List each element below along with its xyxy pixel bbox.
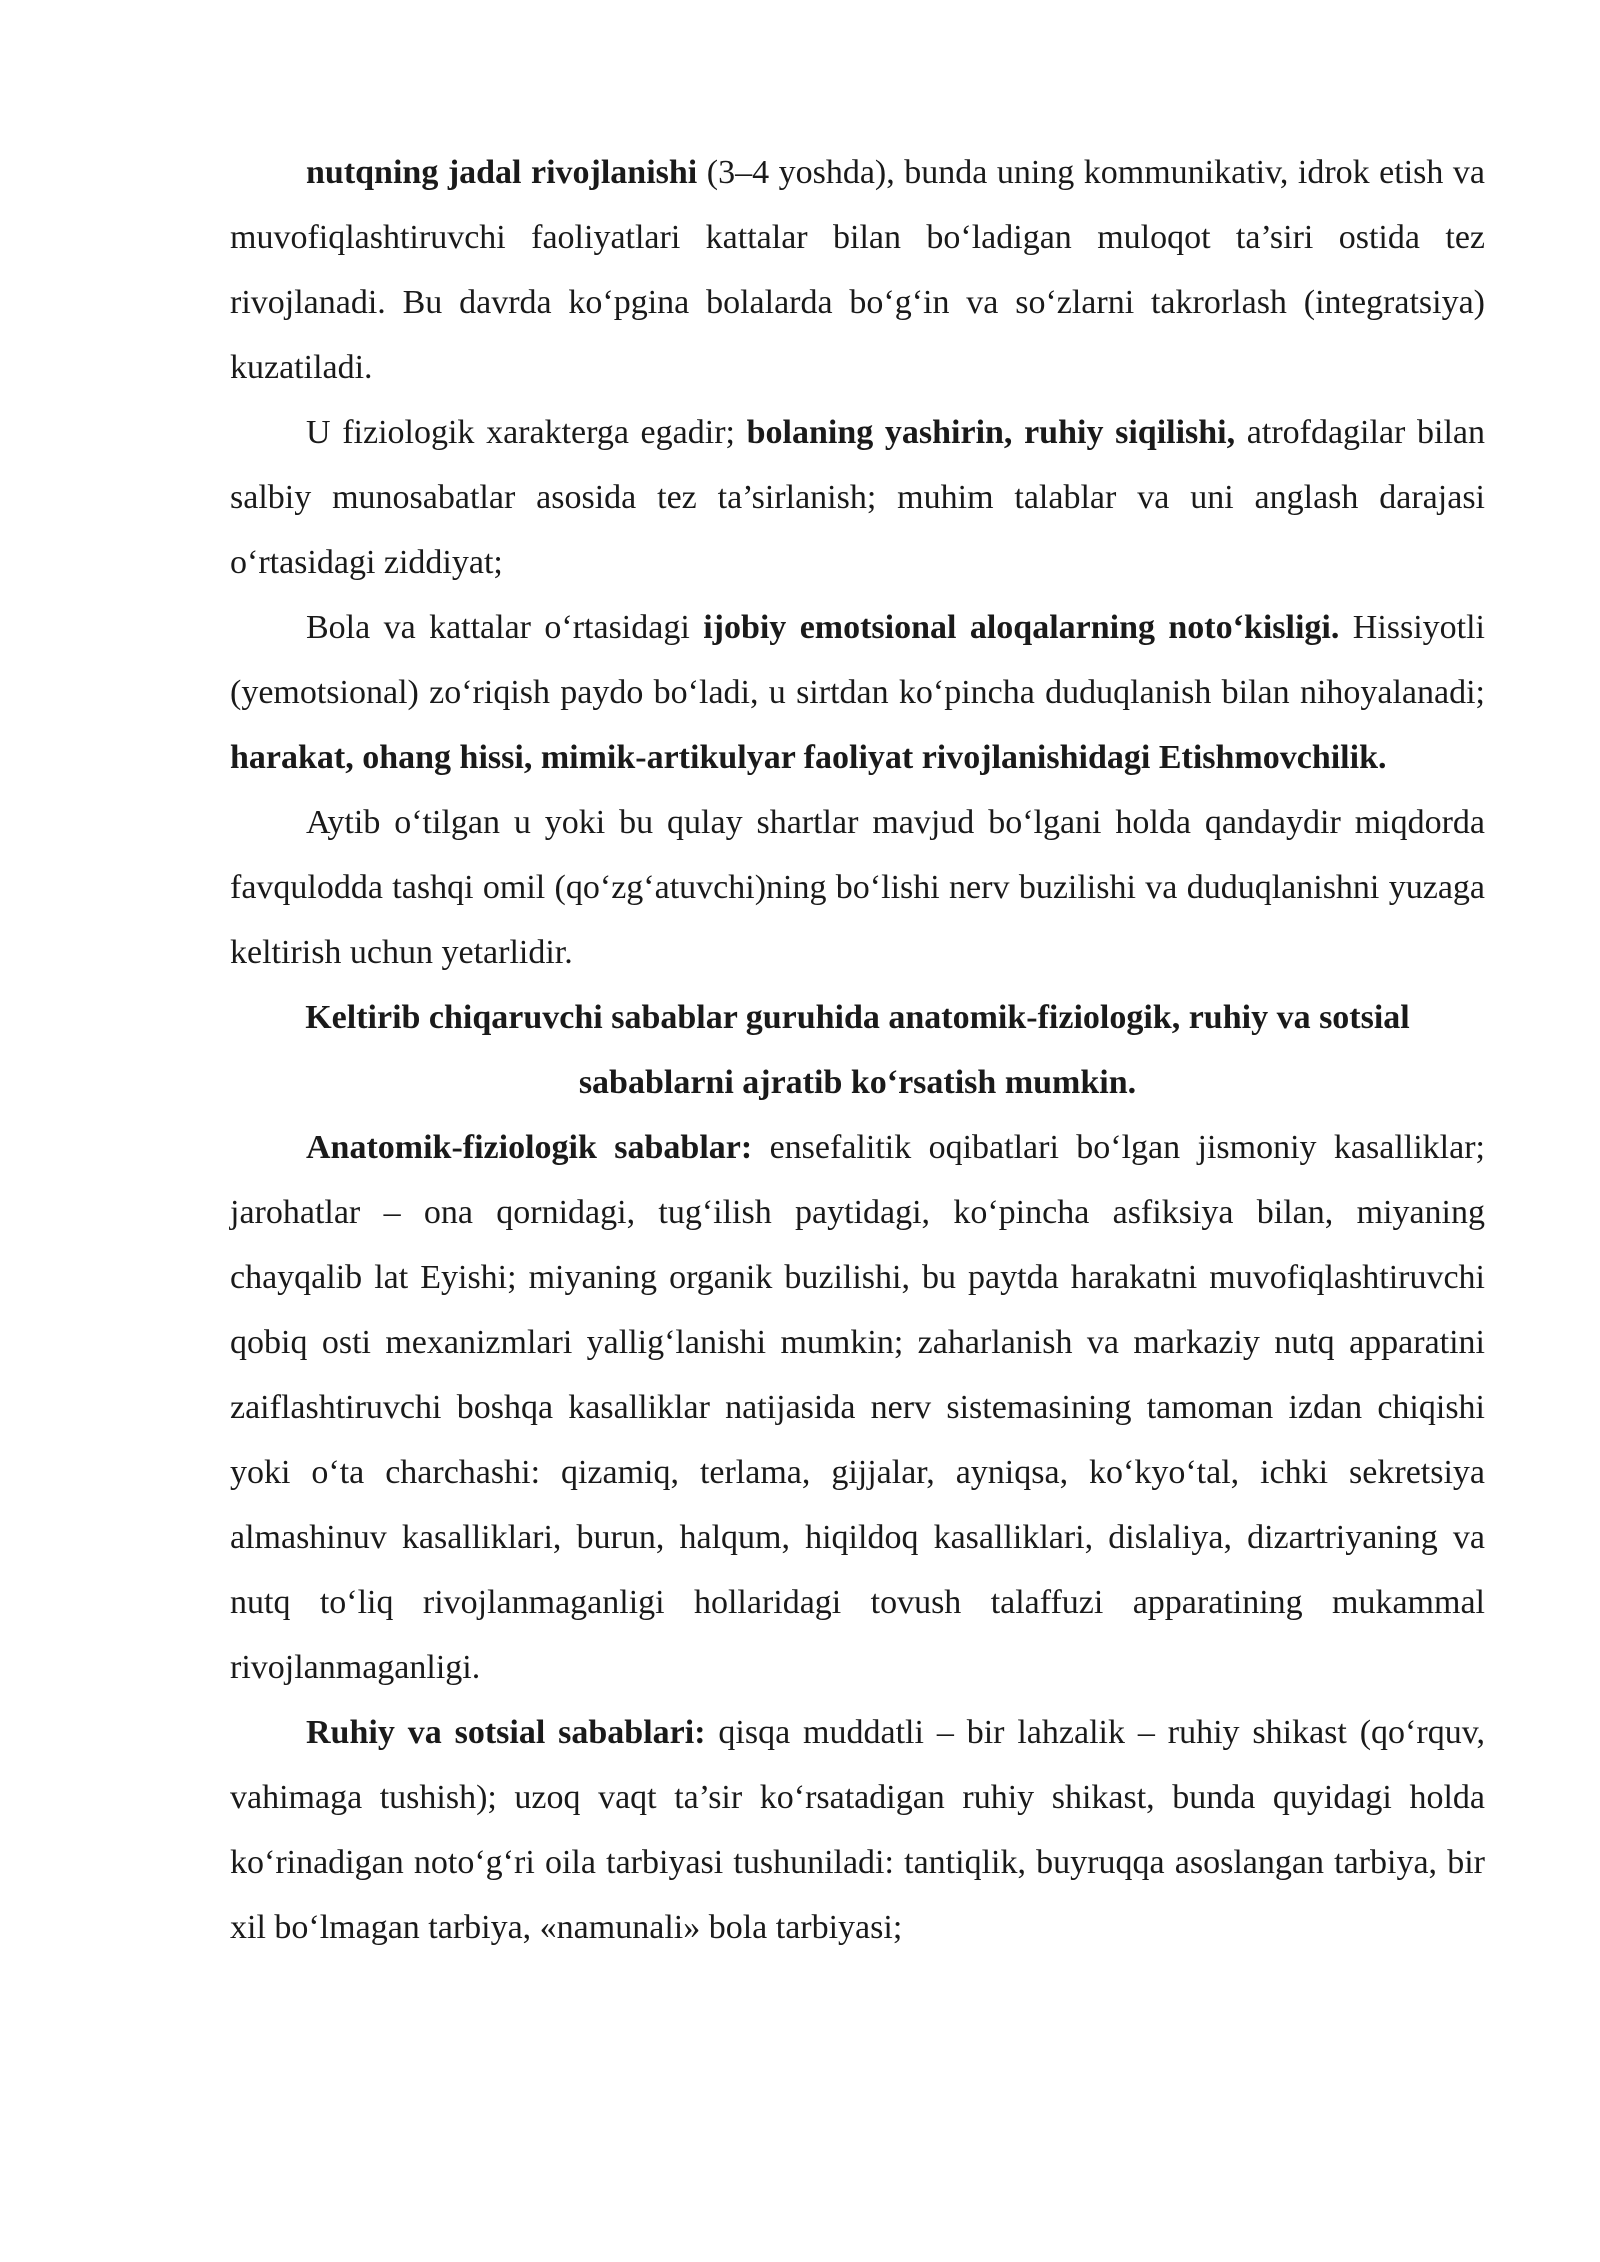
bold-phrase: Ruhiy va sotsial sabablari:: [306, 1714, 706, 1751]
paragraph: [230, 595, 1485, 790]
text-run: U fiziologik xarakterga egadir;: [306, 414, 747, 451]
text-run: atrofdagilar bilan salbiy munosabatlar asosida tez ta’sirlanish; muhim talablar va uni anglash darajasi o‘rtasidagi ziddiyat;: [230, 414, 1485, 581]
paragraph: [230, 140, 1485, 400]
paragraph: [230, 1700, 1485, 1960]
bold-phrase: ijobiy emotsional aloqalarning noto‘kisligi.: [703, 609, 1340, 646]
text-run: Bola va kattalar o‘rtasidagi: [306, 609, 704, 646]
text-run: Aytib o‘tilgan u yoki bu qulay shartlar mavjud bo‘lgani holda qandaydir miqdorda favqulodda tashqi omil (qo‘zg‘atuvchi)ning bo‘lishi nerv buzilishi va duduqlanishni yuzaga keltirish uchun yetarlidir.: [230, 804, 1485, 971]
text-run: qisqa muddatli – bir lahzalik – ruhiy shikast (qo‘rquv, vahimaga tushish); uzoq vaqt ta’sir ko‘rsatadigan ruhiy shikast, bunda quyidagi holda ko‘rinadigan noto‘g‘ri oila tarbiyasi tushuniladi: tantiqlik, buyruqqa asoslangan tarbiya, bir xil bo‘lmagan tarbiya, «namunali» bola tarbiyasi;: [230, 1714, 1485, 1946]
bold-phrase: harakat, ohang hissi, mimik-artikulyar faoliyat rivojlanishidagi Etishmovchilik.: [230, 739, 1387, 776]
text-run: ensefalitik oqibatlari bo‘lgan jismoniy kasalliklar; jarohatlar – ona qornidagi, tug‘ilish paytidagi, ko‘pincha asfiksiya bilan, miyaning chayqalib lat Eyishi; miyaning organik buzilishi, bu paytda harakatni muvofiqlashtiruvchi qobiq osti mexanizmlari yallig‘lanishi mumkin; zaharlanish va markaziy nutq apparatini zaiflashtiruvchi boshqa kasalliklar natijasida nerv sistemasining tamoman izdan chiqishi yoki o‘ta charchashi: qizamiq, terlama, gijjalar, ayniqsa, ko‘kyo‘tal, ichki sekretsiya almashinuv kasalliklari, burun, halqum, hiqildoq kasalliklari, dislaliya, dizartriyaning va nutq to‘liq rivojlanmaganligi hollaridagi tovush talaffuzi apparatining mukammal rivojlanmaganligi.: [230, 1129, 1485, 1686]
text-run: Hissiyotli (yemotsional) zo‘riqish paydo bo‘ladi, u sirtdan ko‘pincha duduqlanish bilan nihoyalanadi;: [230, 609, 1486, 711]
text-run: (3–4 yoshda), bunda uning kommunikativ, idrok etish va muvofiqlashtiruvchi faoliyatlari kattalar bilan bo‘ladigan muloqot ta’siri ostida tez rivojlanadi. Bu davrda ko‘pgina bolalarda bo‘g‘in va so‘zlarni takrorlash (integratsiya) kuzatiladi.: [230, 154, 1485, 386]
heading-text: Keltirib chiqaruvchi sabablar guruhida anatomik-fiziologik, ruhiy va sotsial sabablarni ajratib ko‘rsatish mumkin.: [305, 999, 1410, 1101]
document-page: [230, 140, 1485, 1960]
bold-phrase: bolaning yashirin, ruhiy siqilishi,: [746, 414, 1236, 451]
section-heading: [230, 985, 1485, 1115]
paragraph: [230, 1115, 1485, 1700]
paragraph: [230, 790, 1485, 985]
paragraph: [230, 400, 1485, 595]
bold-phrase: nutqning jadal rivojlanishi: [306, 154, 698, 191]
bold-phrase: Anatomik-fiziologik sabablar:: [306, 1129, 753, 1166]
